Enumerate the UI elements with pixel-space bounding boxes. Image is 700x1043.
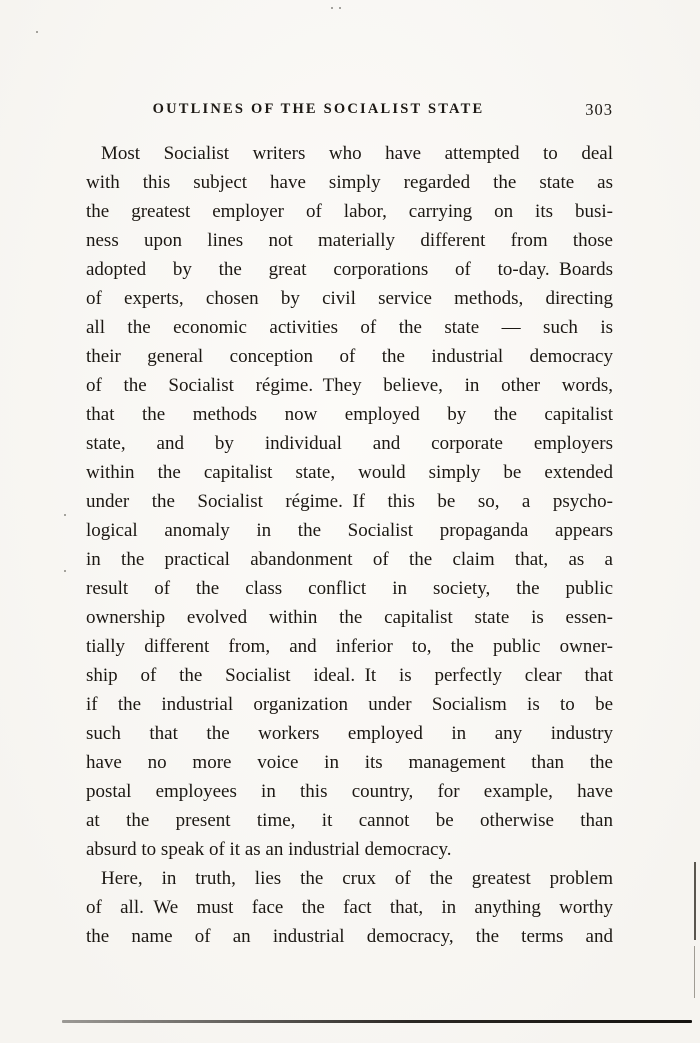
scan-speck xyxy=(36,31,38,33)
text-line: with this subject have simply regarded the state as xyxy=(86,172,613,193)
text-line: of experts, chosen by civil service methods, directing xyxy=(86,288,613,309)
text-line: in the practical abandonment of the claim that, as a xyxy=(86,549,613,570)
text-line: Most Socialist writers who have attempted to deal xyxy=(101,143,613,164)
text-line: if the industrial organization under Socialism is to be xyxy=(86,694,613,715)
text-line: within the capitalist state, would simply be extended xyxy=(86,462,613,483)
scan-bottom-edge xyxy=(62,1020,692,1023)
text-line: postal employees in this country, for example, have xyxy=(86,781,613,802)
text-line: state, and by individual and corporate employers xyxy=(86,433,613,454)
text-line: ownership evolved within the capitalist state is essen- xyxy=(86,607,613,628)
scan-speck xyxy=(64,514,66,516)
text-line: under the Socialist régime. If this be so, a psycho- xyxy=(86,491,613,512)
text-line: of all. We must face the fact that, in anything worthy xyxy=(86,897,613,918)
running-head xyxy=(86,101,613,121)
text-line: that the methods now employed by the capitalist xyxy=(86,404,613,425)
text-line: result of the class conflict in society, the public xyxy=(86,578,613,599)
text-line: ship of the Socialist ideal. It is perfectly clear that xyxy=(86,665,613,686)
page-title: OUTLINES OF THE SOCIALIST STATE xyxy=(152,101,485,117)
text-line: the greatest employer of labor, carrying on its busi- xyxy=(86,201,613,222)
scan-edge-mark xyxy=(694,862,696,940)
text-line: the name of an industrial democracy, the terms and xyxy=(86,926,613,947)
scan-speck xyxy=(64,570,66,572)
text-line: such that the workers employed in any industry xyxy=(86,723,613,744)
text-line: absurd to speak of it as an industrial democracy. xyxy=(86,839,452,860)
scan-edge-mark xyxy=(694,946,695,998)
text-line: ness upon lines not materially different from those xyxy=(86,230,613,251)
text-line: at the present time, it cannot be otherwise than xyxy=(86,810,613,831)
paragraph xyxy=(86,139,613,864)
paragraph xyxy=(86,864,613,951)
text-line: Here, in truth, lies the crux of the greatest problem xyxy=(101,868,613,889)
text-line: tially different from, and inferior to, the public owner- xyxy=(86,636,613,657)
text-line: adopted by the great corporations of to-day. Boards xyxy=(86,259,613,280)
text-line: of the Socialist régime. They believe, in other words, xyxy=(86,375,613,396)
text-line: logical anomaly in the Socialist propaganda appears xyxy=(86,520,613,541)
page-number: 303 xyxy=(585,100,613,119)
scan-speck xyxy=(339,7,341,9)
text-line: their general conception of the industrial democracy xyxy=(86,346,613,367)
scan-speck xyxy=(331,7,333,9)
page-body xyxy=(86,139,613,951)
text-line: have no more voice in its management than the xyxy=(86,752,613,773)
text-line: all the economic activities of the state — such is xyxy=(86,317,613,338)
